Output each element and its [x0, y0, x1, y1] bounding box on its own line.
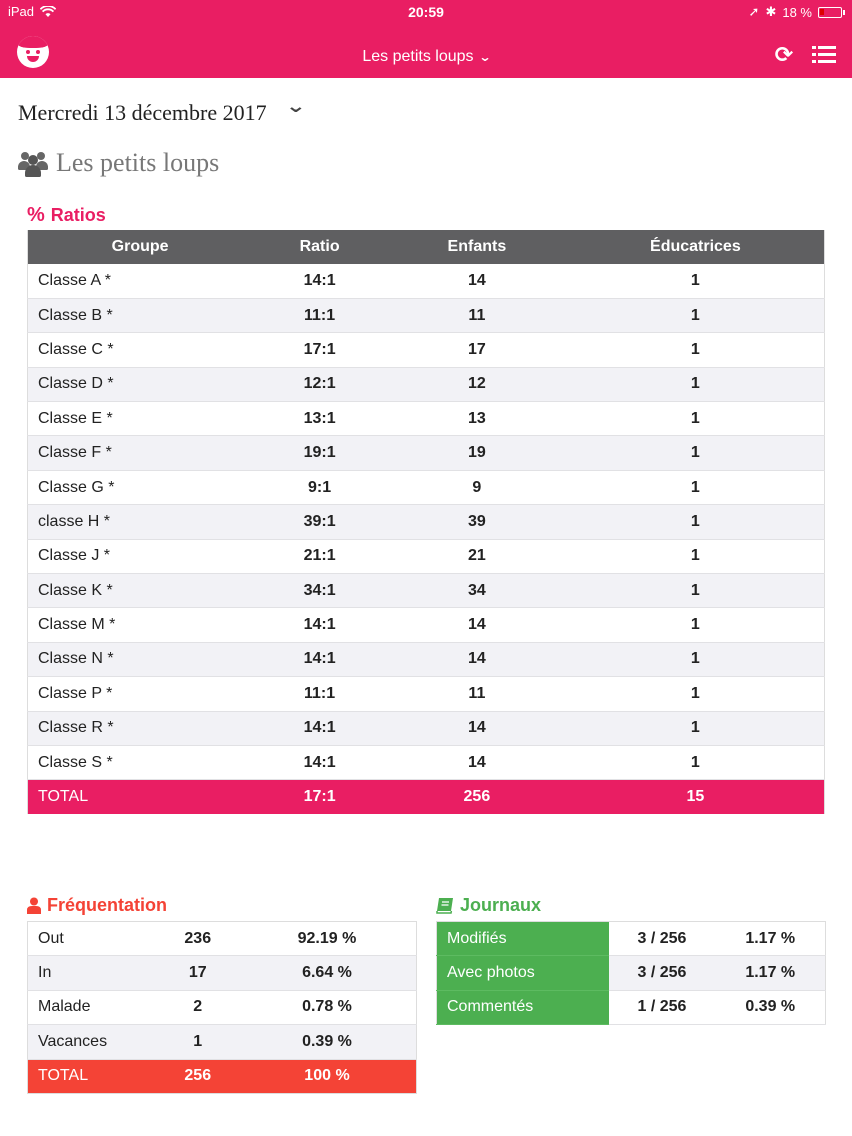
column-header: Groupe — [28, 230, 253, 264]
group-cell: Classe N * — [28, 642, 253, 676]
table-row[interactable] — [28, 642, 825, 676]
table-header-row — [28, 230, 825, 264]
children-cell: 14 — [387, 745, 567, 779]
total-row — [28, 1059, 417, 1093]
table-row[interactable] — [437, 956, 826, 990]
ratio-cell: 34:1 — [252, 574, 387, 608]
table-row[interactable] — [28, 745, 825, 779]
journaux-heading: Journaux — [436, 895, 541, 916]
column-header: Enfants — [387, 230, 567, 264]
status-cell: Out — [28, 922, 158, 956]
bluetooth-icon: ✱ — [765, 4, 777, 19]
ratio-cell: 14:1 — [252, 264, 387, 298]
status-time: 20:59 — [408, 4, 444, 20]
group-cell: Classe G * — [28, 470, 253, 504]
educators-cell: 1 — [567, 677, 825, 711]
app-bar — [0, 24, 852, 78]
educators-cell: 1 — [567, 367, 825, 401]
ratio-cell: 21:1 — [252, 539, 387, 573]
chevron-down-icon: ⌄ — [478, 50, 492, 64]
educators-cell: 1 — [567, 505, 825, 539]
total-row — [28, 780, 825, 814]
group-cell: Classe E * — [28, 402, 253, 436]
educators-cell: 1 — [567, 264, 825, 298]
page-title-text: Les petits loups — [56, 148, 220, 177]
group-cell: classe H * — [28, 505, 253, 539]
status-cell: TOTAL — [28, 1059, 158, 1093]
battery-percent: 18 % — [782, 4, 812, 20]
educators-cell: 1 — [567, 539, 825, 573]
ratio-cell: 11:1 — [252, 677, 387, 711]
educators-cell: 1 — [567, 574, 825, 608]
table-row[interactable] — [437, 922, 826, 956]
users-icon — [18, 149, 48, 177]
status-cell: Malade — [28, 990, 158, 1024]
children-cell: 12 — [387, 367, 567, 401]
table-row[interactable] — [28, 677, 825, 711]
journal-count-cell: 1 / 256 — [609, 990, 716, 1024]
ratio-cell: 11:1 — [252, 298, 387, 332]
user-icon — [27, 897, 41, 914]
educators-cell: 1 — [567, 333, 825, 367]
table-row[interactable] — [28, 711, 825, 745]
percent-cell: 100 % — [238, 1059, 417, 1093]
table-row[interactable] — [28, 1025, 417, 1059]
table-row[interactable] — [28, 264, 825, 298]
group-cell: Classe J * — [28, 539, 253, 573]
status-cell: Vacances — [28, 1025, 158, 1059]
ratio-cell: 14:1 — [252, 745, 387, 779]
status-cell: In — [28, 956, 158, 990]
educators-cell: 1 — [567, 608, 825, 642]
journal-count-cell: 3 / 256 — [609, 922, 716, 956]
group-cell: Classe K * — [28, 574, 253, 608]
children-cell: 39 — [387, 505, 567, 539]
list-icon[interactable] — [812, 45, 836, 65]
table-row[interactable] — [28, 922, 417, 956]
table-row[interactable] — [28, 298, 825, 332]
ratios-heading: % Ratios — [27, 204, 106, 226]
group-cell: Classe P * — [28, 677, 253, 711]
status-bar — [0, 0, 852, 24]
group-selector-label: Les petits loups — [362, 48, 474, 65]
count-cell: 1 — [158, 1025, 238, 1059]
count-cell: 236 — [158, 922, 238, 956]
ratio-cell: 14:1 — [252, 642, 387, 676]
educators-cell: 15 — [567, 780, 825, 814]
table-row[interactable] — [28, 333, 825, 367]
frequentation-table — [27, 921, 417, 1094]
group-cell: Classe B * — [28, 298, 253, 332]
children-cell: 11 — [387, 298, 567, 332]
ratio-cell: 19:1 — [252, 436, 387, 470]
ratio-cell: 13:1 — [252, 402, 387, 436]
children-cell: 17 — [387, 333, 567, 367]
table-row[interactable] — [28, 505, 825, 539]
educators-cell: 1 — [567, 745, 825, 779]
journal-type-cell: Modifiés — [437, 922, 609, 956]
group-cell: Classe M * — [28, 608, 253, 642]
journaux-table — [436, 921, 826, 1025]
page-title — [18, 148, 219, 178]
date-label[interactable]: Mercredi 13 décembre 2017 — [18, 100, 267, 125]
column-header: Éducatrices — [567, 230, 825, 264]
date-chevron-icon[interactable]: ⌄ — [285, 96, 307, 116]
group-cell: Classe R * — [28, 711, 253, 745]
children-cell: 14 — [387, 642, 567, 676]
count-cell: 256 — [158, 1059, 238, 1093]
column-header: Ratio — [252, 230, 387, 264]
ratio-cell: 39:1 — [252, 505, 387, 539]
percent-cell: 0.39 % — [238, 1025, 417, 1059]
children-cell: 14 — [387, 608, 567, 642]
book-icon — [436, 897, 454, 914]
journal-type-cell: Avec photos — [437, 956, 609, 990]
group-cell: Classe A * — [28, 264, 253, 298]
educators-cell: 1 — [567, 711, 825, 745]
frequentation-heading: Fréquentation — [27, 895, 167, 916]
educators-cell: 1 — [567, 642, 825, 676]
table-row[interactable] — [28, 956, 417, 990]
percent-icon: % — [27, 204, 45, 226]
group-cell: Classe S * — [28, 745, 253, 779]
journal-count-cell: 3 / 256 — [609, 956, 716, 990]
ratio-cell: 12:1 — [252, 367, 387, 401]
children-cell: 11 — [387, 677, 567, 711]
battery-icon — [818, 7, 842, 18]
percent-cell: 0.78 % — [238, 990, 417, 1024]
educators-cell: 1 — [567, 298, 825, 332]
children-cell: 256 — [387, 780, 567, 814]
device-label: iPad — [8, 4, 35, 19]
location-icon: ➚ — [748, 4, 760, 19]
table-row[interactable] — [437, 990, 826, 1024]
children-cell: 14 — [387, 264, 567, 298]
ratio-cell: 17:1 — [252, 780, 387, 814]
table-row[interactable] — [28, 470, 825, 504]
group-cell: TOTAL — [28, 780, 253, 814]
table-row[interactable] — [28, 402, 825, 436]
table-row[interactable] — [28, 539, 825, 573]
group-selector[interactable] — [0, 48, 852, 66]
journal-type-cell: Commentés — [437, 990, 609, 1024]
count-cell: 17 — [158, 956, 238, 990]
group-cell: Classe D * — [28, 367, 253, 401]
ratios-table — [27, 230, 825, 814]
children-cell: 19 — [387, 436, 567, 470]
journal-percent-cell: 0.39 % — [715, 990, 825, 1024]
children-cell: 14 — [387, 711, 567, 745]
ratio-cell: 9:1 — [252, 470, 387, 504]
ratio-cell: 17:1 — [252, 333, 387, 367]
table-row[interactable] — [28, 574, 825, 608]
table-row[interactable] — [28, 990, 417, 1024]
table-row[interactable] — [28, 436, 825, 470]
count-cell: 2 — [158, 990, 238, 1024]
table-row[interactable] — [28, 608, 825, 642]
educators-cell: 1 — [567, 402, 825, 436]
top-bar — [0, 0, 852, 78]
educators-cell: 1 — [567, 470, 825, 504]
children-cell: 9 — [387, 470, 567, 504]
children-cell: 13 — [387, 402, 567, 436]
group-cell: Classe C * — [28, 333, 253, 367]
educators-cell: 1 — [567, 436, 825, 470]
refresh-icon[interactable]: ⟳ — [774, 42, 794, 67]
children-cell: 34 — [387, 574, 567, 608]
ratio-cell: 14:1 — [252, 608, 387, 642]
journal-percent-cell: 1.17 % — [715, 956, 825, 990]
table-row[interactable] — [28, 367, 825, 401]
percent-cell: 92.19 % — [238, 922, 417, 956]
children-cell: 21 — [387, 539, 567, 573]
group-cell: Classe F * — [28, 436, 253, 470]
percent-cell: 6.64 % — [238, 956, 417, 990]
ratio-cell: 14:1 — [252, 711, 387, 745]
journal-percent-cell: 1.17 % — [715, 922, 825, 956]
